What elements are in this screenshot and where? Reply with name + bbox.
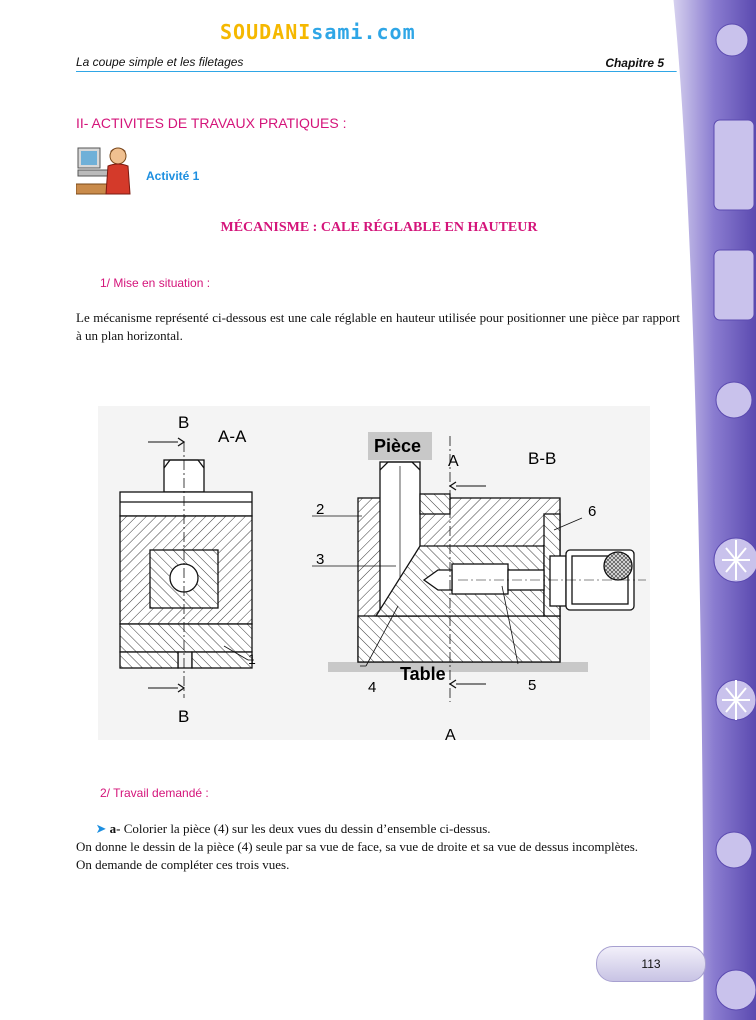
activity-label: Activité 1 [146, 169, 200, 183]
label-part-2: 2 [316, 501, 325, 518]
work-text [76, 820, 680, 874]
label-a-bottom: A [445, 727, 456, 740]
label-part-1: 1 [248, 651, 256, 667]
label-piece: Pièce [374, 436, 422, 456]
mechanism-title: MÉCANISME : CALE RÉGLABLE EN HAUTEUR [220, 220, 538, 235]
work-a-label: a- [109, 821, 121, 836]
arrow-right-icon: ➤ [95, 821, 107, 836]
site-logo: SOUDANIsami.com [220, 20, 416, 44]
work-title: 2/ Travail demandé : [100, 786, 209, 800]
work-line-2: On donne le dessin de la pièce (4) seule par sa vue de face, sa vue de droite et sa vue de dessus incomplètes. [76, 839, 639, 854]
label-table: Table [400, 664, 446, 684]
situation-text: Le mécanisme représenté ci-dessous est une cale réglable en hauteur utilisée pour positionner une pièce par rapport à un plan horizontal. [76, 310, 680, 343]
label-view-aa: A-A [218, 427, 247, 446]
person-at-computer-icon [76, 144, 132, 196]
work-item-a [76, 820, 680, 838]
label-a-top: A [448, 453, 459, 470]
assembly-drawing [98, 406, 650, 740]
label-view-bb: B-B [528, 449, 557, 468]
situation-title: 1/ Mise en situation : [100, 276, 211, 290]
header-chapter: Chapitre 5 [605, 56, 664, 70]
work-line-3: On demande de compléter ces trois vues. [76, 857, 290, 872]
label-part-3: 3 [316, 551, 325, 568]
header-left: La coupe simple et les filetages [76, 55, 244, 69]
label-part-6: 6 [588, 503, 597, 520]
label-part-5: 5 [528, 677, 537, 694]
work-a-text: Colorier la pièce (4) sur les deux vues du dessin d’ensemble ci-dessus. [120, 821, 491, 836]
header-rule [76, 71, 682, 72]
section-title: II- ACTIVITES DE TRAVAUX PRATIQUES : [76, 115, 347, 131]
page-number: 113 [596, 946, 706, 982]
label-part-4: 4 [368, 679, 377, 696]
label-b-bottom: B [178, 707, 190, 726]
label-b-top: B [178, 413, 190, 432]
